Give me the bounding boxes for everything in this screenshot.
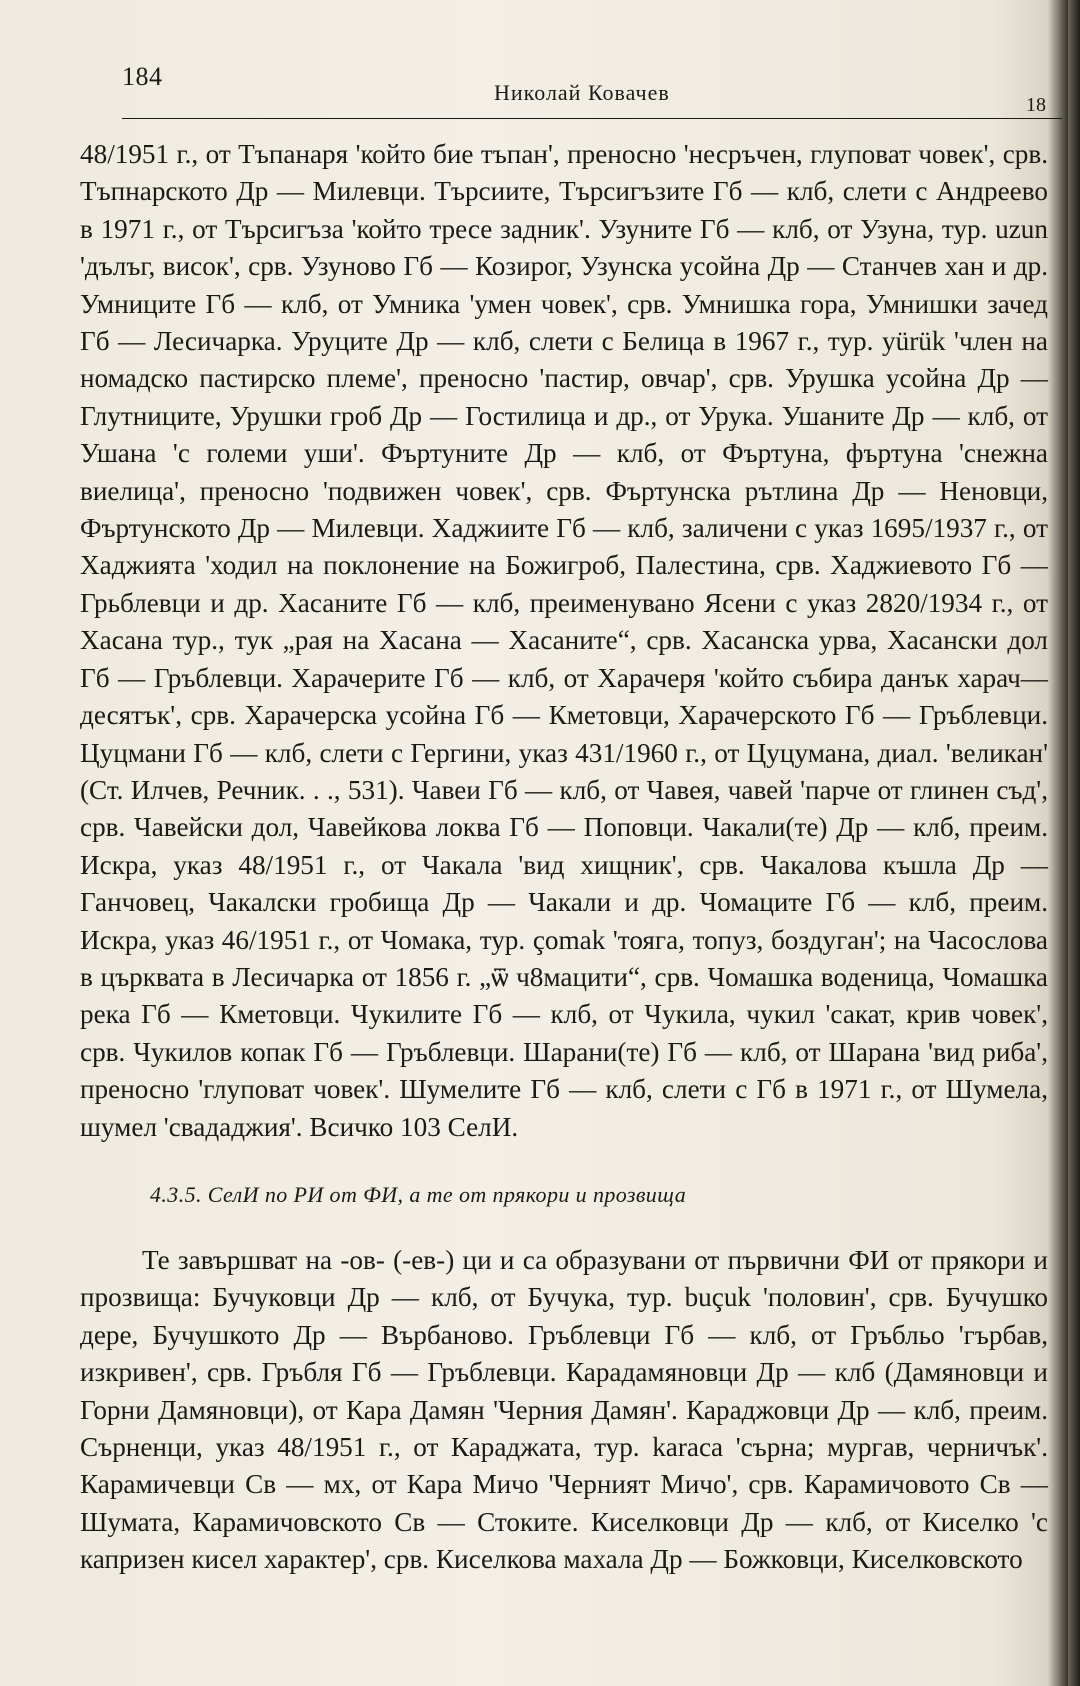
paragraph: Те завършват на -ов- (-ев-) ци и са образувани от първични ФИ от прякори и прозвища: Бучуковци Др — клб, от Бучука, тур. buçuk 'половин', срв. Бучушко дере, Бучушкото Др — Върбаново. Гръблевци Гб — клб, от Гръбльо 'гърбав, изкривен', срв. Гръбля Гб — Гръблевци. Карадамяновци Др — клб (Дамяновци и Горни Дамяновци), от Кара Дамян 'Черния Дамян'. Караджовци Др — клб, преим. Сърненци, указ 48/1951 г., от Караджата, тур. karaca 'сърна; мургав, черничък'. Карамичевци Св — мх, от Кара Мичо 'Черният Мичо', срв. Карамичовото Св — Шумата, Карамичовското Св — Стоките. Киселковци Др — клб, от Киселко 'с капризен кисел характер', срв. Киселкова махала Др — Божковци, Киселковското bbox=[80, 1244, 1048, 1575]
section-heading: 4.3.5. СелИ по РИ от ФИ, а те от прякори и прозвища bbox=[150, 1181, 687, 1207]
header-rule bbox=[122, 118, 1062, 119]
book-spine-edge bbox=[1068, 0, 1080, 1686]
page-header bbox=[122, 62, 1048, 114]
page-number: 184 bbox=[122, 62, 163, 91]
edge-page-number: 18 bbox=[1026, 94, 1046, 116]
running-head: Николай Ковачев bbox=[494, 80, 670, 105]
paragraph: 48/1951 г., от Тъпанаря 'който бие тъпан', преносно 'несръчен, глуповат човек', срв. Тъпнарското Др — Милевци. Търсиите, Търсигъзите Гб — клб, слети с Андреево в 1971 г., от Търсигъза 'който тресе задник'. Узуните Гб — клб, от Узуна, тур. uzun 'дълъг, висок', срв. Узуново Гб — Козирог, Узунска усойна Др — Станчев хан и др. Умниците Гб — клб, от Умника 'умен човек', срв. Умнишка гора, Умнишки зачед Гб — Лесичарка. Уруците Др — клб, слети с Белица в 1967 г., тур. yürük 'член на номадско пастирско племе', преносно 'пастир, овчар', срв. Урушка усойна Др — Глутниците, Урушки гроб Др — Гостилица и др., от Урука. Ушаните Др — клб, от Ушана 'с големи уши'. Фъртуните Др — клб, от Фъртуна, фъртуна 'снежна виелица', преносно 'подвижен човек', срв. Фъртунска рътлина Др — Неновци, Фъртунското Др — Милевци. Хаджиите Гб — клб, заличени с указ 1695/1937 г., от Хаджията 'ходил на поклонение на Божигроб, Палестина, срв. Хаджиевото Гб — Грьблевци и др. Хасаните Гб — клб, преименувано Ясени с указ 2820/1934 г., от Хасана тур., тук „рая на Хасана — Хасаните“, срв. Хасанска урва, Хасански дол Гб — Гръблевци. Харачерите Гб — клб, от Харачеря 'който събира данък харач—десятък', срв. Харачерска усойна Гб — Кметовци, Харачерското Гб — Гръблевци. Цуцмани Гб — клб, слети с Гергини, указ 431/1960 г., от Цуцумана, диал. 'великан' (Ст. Илчев, Речник. . ., 531). Чавеи Гб — клб, от Чавея, чавей 'парче от глинен съд', срв. Чавейски дол, Чавейкова локва Гб — Поповци. Чакали(те) Др — клб, преим. Искра, указ 48/1951 г., от Чакала 'вид хищник', срв. Чакалова къшла Др — Ганчовец, Чакалски гробища Др — Чакали и др. Чомаците Гб — клб, преим. Искра, указ 46/1951 г., от Чомака, тур. çomak 'тояга, топуз, боздуган'; на Часослова в църквата в Лесичарка от 1856 г. „ѿ ч8мацити“, срв. Чомашка воденица, Чомашка река Гб — Кметовци. Чукилите Гб — клб, от Чукила, чукил 'сакат, крив човек', срв. Чукилов копак Гб — Гръблевци. Шарани(те) Гб — клб, от Шарана 'вид риба', преносно 'глуповат човек'. Шумелите Гб — клб, слети с Гб в 1971 г., от Шумела, шумел 'свададжия'. Всичко 103 СелИ. bbox=[80, 139, 1048, 1142]
body-text bbox=[80, 136, 1048, 1579]
